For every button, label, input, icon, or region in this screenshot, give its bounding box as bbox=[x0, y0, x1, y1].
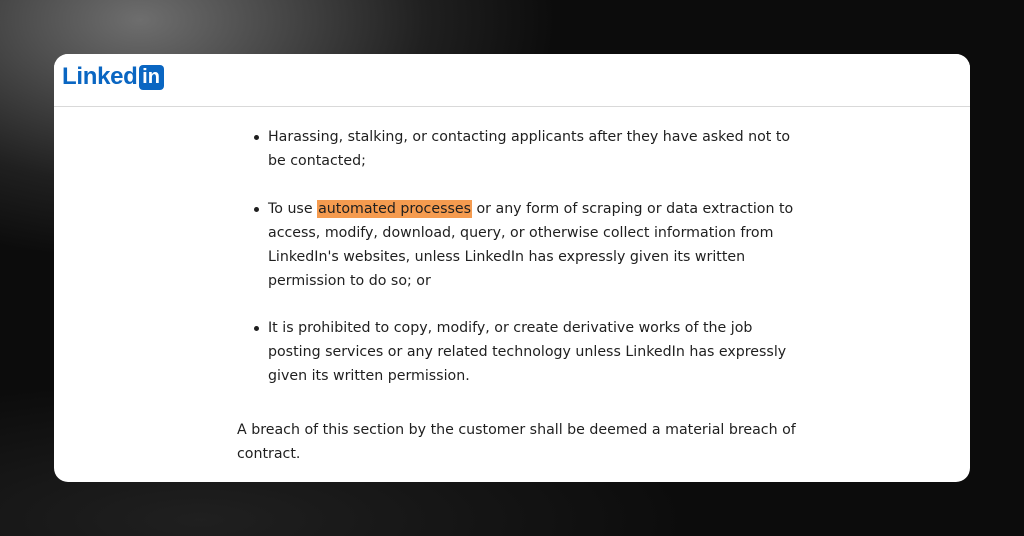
bullet-icon bbox=[254, 135, 259, 140]
list-item-text-part: Harassing, stalking, or contacting applicants after they have asked not to be contacted; bbox=[268, 129, 791, 169]
closing-paragraph-text: A breach of this section by the customer shall be deemed a material breach of contract. bbox=[237, 422, 796, 462]
list-item-text-part: It is prohibited to copy, modify, or create derivative works of the job posting services or any related technology unless LinkedIn has expressly given its written permission. bbox=[268, 320, 787, 384]
closing-paragraph bbox=[237, 418, 807, 466]
linkedin-logo bbox=[62, 64, 164, 90]
document-card bbox=[54, 54, 970, 482]
list-item bbox=[268, 316, 808, 388]
list-item-text-part: or any form of scraping or data extraction to access, modify, download, query, or otherwise collect information from LinkedIn's websites, unless LinkedIn has expressly given its written permission to do so; or bbox=[268, 201, 794, 289]
logo-wordmark: Linked bbox=[62, 63, 138, 90]
document-content bbox=[54, 107, 970, 482]
list-item bbox=[268, 197, 808, 293]
card-header bbox=[54, 54, 970, 107]
logo-in-box: in bbox=[139, 65, 164, 90]
highlighted-phrase: automated processes bbox=[318, 201, 471, 217]
bullet-icon bbox=[254, 326, 259, 331]
list-item-text-part: To use bbox=[268, 201, 318, 217]
list-item-text bbox=[268, 197, 808, 293]
list-item bbox=[268, 125, 808, 173]
list-item-text bbox=[268, 125, 808, 173]
list-item-text bbox=[268, 316, 808, 388]
bullet-icon bbox=[254, 207, 259, 212]
